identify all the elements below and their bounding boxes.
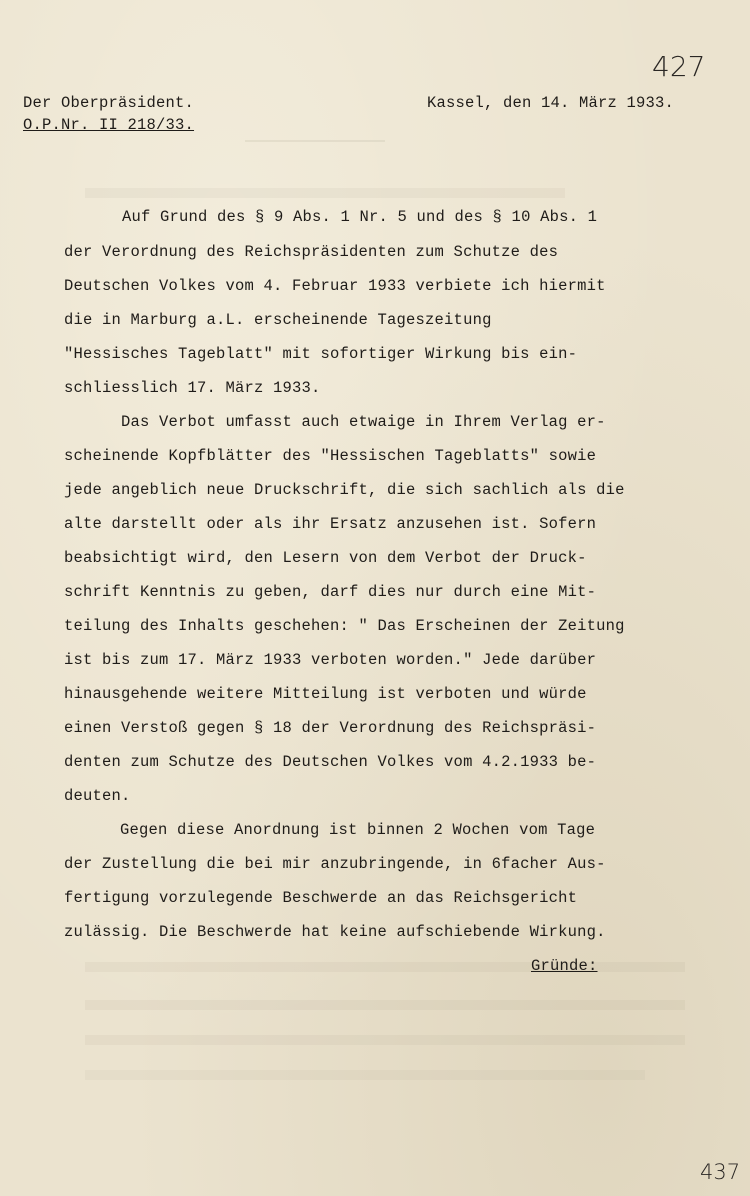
body-line: denten zum Schutze des Deutschen Volkes vom 4.2.1933 be- [64, 753, 597, 771]
body-line: hinausgehende weitere Mitteilung ist verboten und würde [64, 685, 587, 703]
body-line: beabsichtigt wird, den Lesern von dem Verbot der Druck- [64, 549, 587, 567]
folio-number-bottom: 437 [700, 1160, 741, 1184]
body-line: "Hessisches Tageblatt" mit sofortiger Wirkung bis ein- [64, 345, 578, 363]
sender: Der Oberpräsident. [23, 94, 195, 112]
body-line: der Zustellung die bei mir anzubringende, in 6facher Aus- [64, 855, 606, 873]
place-date: Kassel, den 14. März 1933. [427, 94, 675, 112]
body-line: scheinende Kopfblätter des "Hessischen Tageblatts" sowie [64, 447, 597, 465]
body-line: Deutschen Volkes vom 4. Februar 1933 verbiete ich hiermit [64, 277, 606, 295]
body-line: deuten. [64, 787, 131, 805]
body-line: schliesslich 17. März 1933. [64, 379, 321, 397]
reference-number: O.P.Nr. II 218/33. [23, 116, 195, 134]
body-line: Gegen diese Anordnung ist binnen 2 Wochen vom Tage [120, 821, 596, 839]
body-line: fertigung vorzulegende Beschwerde an das Reichsgericht [64, 889, 578, 907]
body-line: die in Marburg a.L. erscheinende Tageszeitung [64, 311, 492, 329]
closing-heading: Gründe: [531, 957, 598, 975]
body-line: Auf Grund des § 9 Abs. 1 Nr. 5 und des § 10 Abs. 1 [122, 208, 598, 226]
body-line: einen Verstoß gegen § 18 der Verordnung des Reichspräsi- [64, 719, 597, 737]
body-line: zulässig. Die Beschwerde hat keine aufschiebende Wirkung. [64, 923, 606, 941]
body-line: alte darstellt oder als ihr Ersatz anzusehen ist. Sofern [64, 515, 597, 533]
body-line: schrift Kenntnis zu geben, darf dies nur durch eine Mit- [64, 583, 597, 601]
bleed-through-line [245, 140, 385, 142]
body-line: teilung des Inhalts geschehen: " Das Erscheinen der Zeitung [64, 617, 625, 635]
body-line: ist bis zum 17. März 1933 verboten worden." Jede darüber [64, 651, 597, 669]
body-line: der Verordnung des Reichspräsidenten zum Schutze des [64, 243, 559, 261]
body-line: Das Verbot umfasst auch etwaige in Ihrem Verlag er- [121, 413, 606, 431]
bleed-through-line [85, 1000, 685, 1010]
bleed-through-line [85, 188, 565, 198]
bleed-through-line [85, 1070, 645, 1080]
folio-number-top: 427 [652, 50, 706, 83]
bleed-through-line [85, 1035, 685, 1045]
body-line: jede angeblich neue Druckschrift, die sich sachlich als die [64, 481, 625, 499]
